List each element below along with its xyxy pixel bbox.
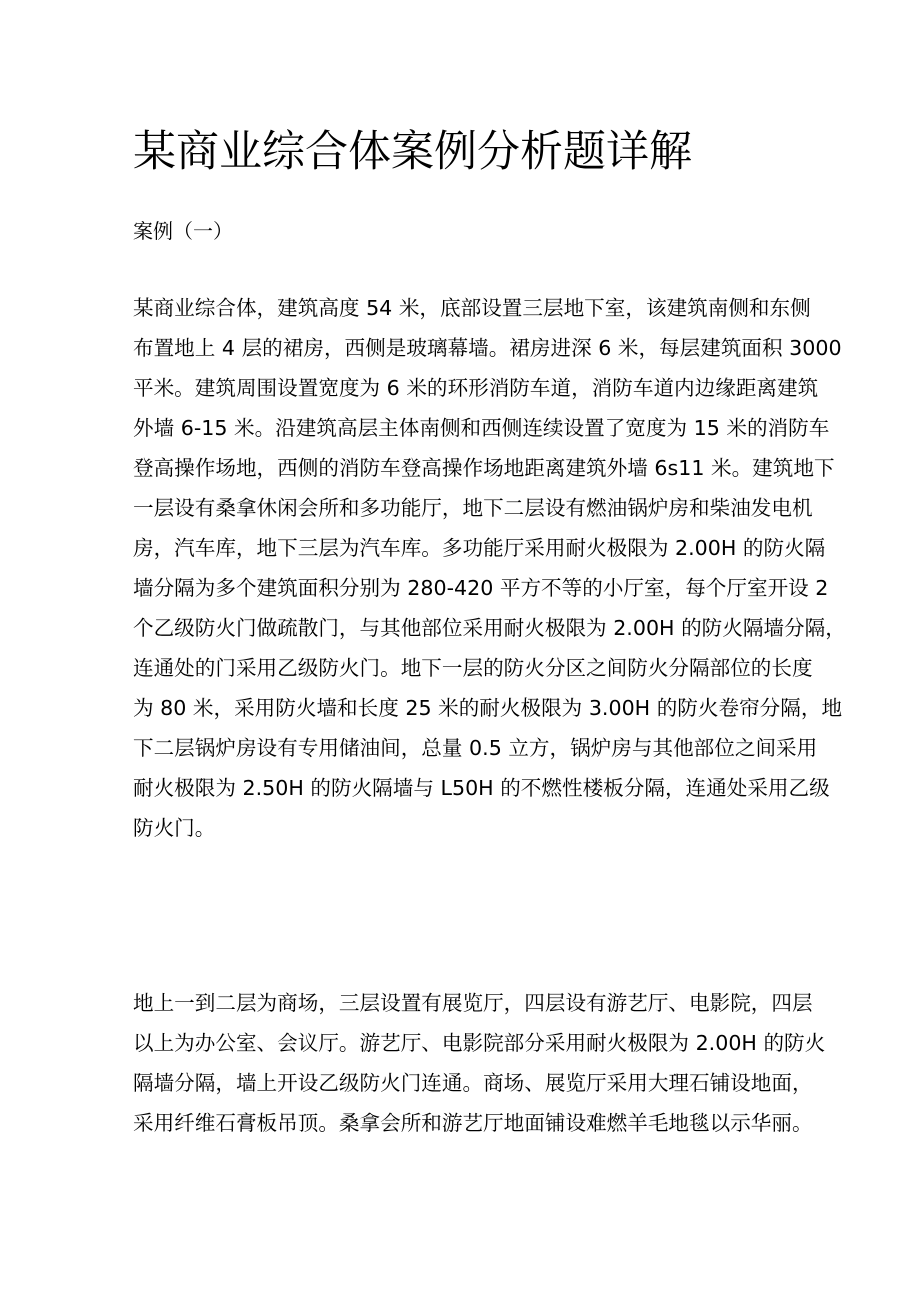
document-title: 某商业综合体案例分析题详解	[133, 127, 692, 177]
paragraph-line: 布置地上 4 层的裙房，西侧是玻璃幕墙。裙房进深 6 米，每层建筑面积 3000	[133, 336, 842, 360]
paragraph-line: 一层设有桑拿休闲会所和多功能厅，地下二层设有燃油锅炉房和柴油发电机	[133, 496, 813, 520]
paragraph-line: 墙分隔为多个建筑面积分别为 280-420 平方不等的小厅室，每个厅室开设 2	[133, 576, 829, 600]
paragraph-line: 外墙 6-15 米。沿建筑高层主体南侧和西侧连续设置了宽度为 15 米的消防车	[133, 416, 830, 440]
paragraph-2	[133, 983, 826, 1143]
paragraph-line: 平米。建筑周围设置宽度为 6 米的环形消防车道，消防车道内边缘距离建筑	[133, 376, 819, 400]
paragraph-line: 某商业综合体，建筑高度 54 米，底部设置三层地下室，该建筑南侧和东侧	[133, 296, 811, 320]
paragraph-line: 耐火极限为 2.50H 的防火隔墙与 L50H 的不燃性楼板分隔，连通处采用乙级	[133, 776, 830, 800]
paragraph-line: 下二层锅炉房设有专用储油间，总量 0.5 立方，锅炉房与其他部位之间采用	[133, 736, 818, 760]
paragraph-line: 以上为办公室、会议厅。游艺厅、电影院部分采用耐火极限为 2.00H 的防火	[133, 1031, 826, 1055]
paragraph-line: 防火门。	[133, 816, 216, 840]
paragraph-line: 采用纤维石膏板吊顶。桑拿会所和游艺厅地面铺设难燃羊毛地毯以示华丽。	[133, 1111, 813, 1135]
paragraph-line: 地上一到二层为商场，三层设置有展览厅，四层设有游艺厅、电影院，四层	[133, 991, 813, 1015]
paragraph-line: 为 80 米，采用防火墙和长度 25 米的耐火极限为 3.00H 的防火卷帘分隔，地	[133, 696, 843, 720]
paragraph-line: 登高操作场地，西侧的消防车登高操作场地距离建筑外墙 6s11 米。建筑地下	[133, 456, 835, 480]
paragraph-line: 房，汽车库，地下三层为汽车库。多功能厅采用耐火极限为 2.00H 的防火隔	[133, 536, 826, 560]
paragraph-line: 连通处的门采用乙级防火门。地下一层的防火分区之间防火分隔部位的长度	[133, 656, 813, 680]
paragraph-line: 隔墙分隔，墙上开设乙级防火门连通。商场、展览厅采用大理石铺设地面，	[133, 1071, 813, 1095]
paragraph-1	[133, 288, 846, 848]
paragraph-line: 个乙级防火门做疏散门，与其他部位采用耐火极限为 2.00H 的防火隔墙分隔，	[133, 616, 846, 640]
case-label: 案例（一）	[133, 219, 233, 243]
